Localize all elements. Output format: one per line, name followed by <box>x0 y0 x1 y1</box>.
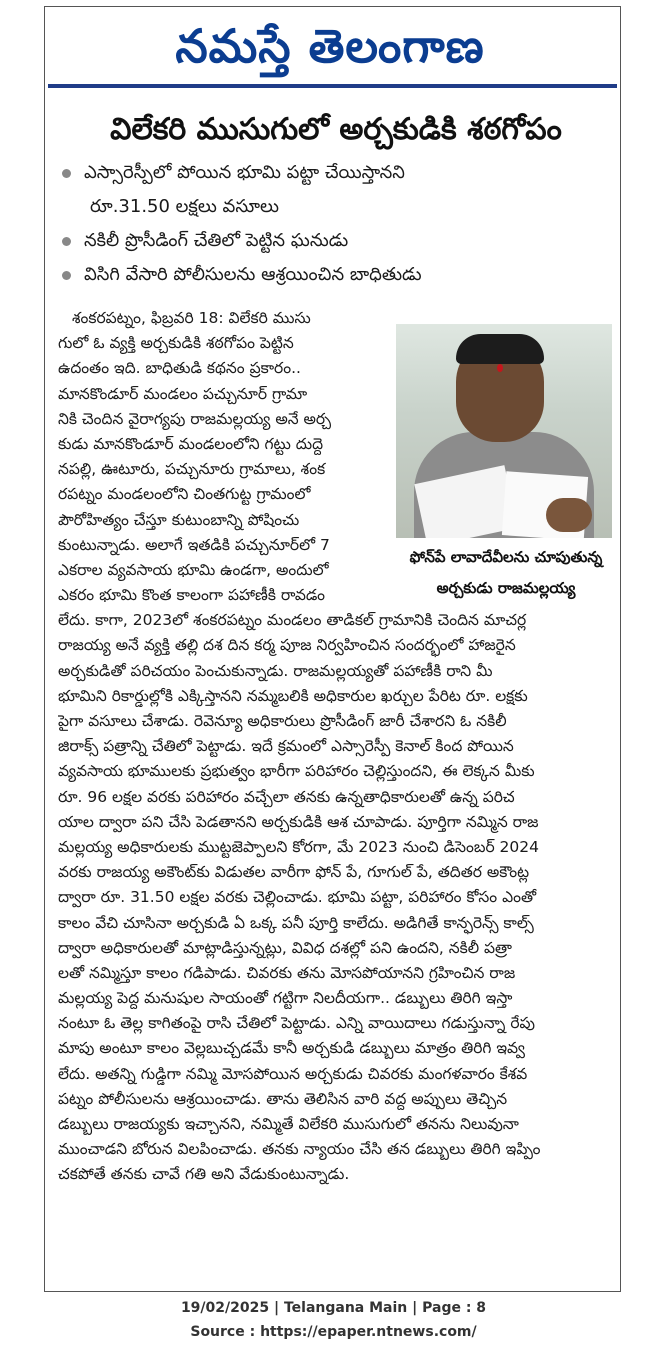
photo-caption-line: అర్చకుడు రాజమల్లయ్య <box>436 579 576 597</box>
article-line: ఎకరాల వ్యవసాయ భూమి ఉండగా, అందులో <box>58 560 329 579</box>
bullet-item <box>60 156 610 190</box>
bullet-dot-icon <box>62 237 71 246</box>
article-line: వరకు రాజయ్య అకౌంట్‌కు విడుతల వారీగా ఫోన్ పే, గూగుల్ పే, తదితర అకౌంట్ల <box>58 863 530 882</box>
bullet-dot-icon <box>62 169 71 178</box>
article-line: డబ్బులు రాజయ్యకు ఇచ్చానని, నమ్మితే విలేకరి ముసుగులో తనను నిలువునా <box>58 1115 519 1133</box>
bullet-text: నకిలీ ప్రొసీడింగ్ చేతిలో పెట్టిన ఘనుడు <box>84 230 349 251</box>
bullet-text: ఎస్సారెస్పీలో పోయిన భూమి పట్టా చేయిస్తానని <box>84 162 405 183</box>
article-line: మల్లయ్య అధికారులకు ముట్టజెప్పాలని కోరగా, మే 2023 నుంచి డిసెంబర్ 2024 <box>58 837 540 856</box>
bullet-dot-icon <box>62 271 71 280</box>
article-line: నపల్లి, ఊటూరు, పచ్చునూరు గ్రామాలు, శంక <box>58 460 326 479</box>
article-line: రూ. 96 లక్షల వరకు పరిహారం వచ్చేలా తనకు ఉన్నతాధికారులతో ఉన్న పరిచ <box>58 787 515 806</box>
bullet-item <box>60 224 610 258</box>
bullet-item-continuation <box>60 190 610 224</box>
article-line: గులో ఓ వ్యక్తి అర్చకుడికి శఠగోపం పెట్టిన <box>58 334 294 353</box>
article-line: మానకొండూర్ మండలం పచ్చునూర్ గ్రామా <box>58 384 308 403</box>
masthead-divider <box>48 84 617 88</box>
footer-dateline: 19/02/2025 | Telangana Main | Page : 8 <box>180 1300 487 1316</box>
article-line: నికి చెందిన వైరాగ్యపు రాజమల్లయ్య అనే అర్చ <box>58 409 332 428</box>
article-line: కుడు మానకొండూర్ మండలంలోని గట్టు దుద్దె <box>58 434 324 453</box>
article-line: లేదు. కాగా, 2023లో శంకరపట్నం మండలం తాడికల్ గ్రామానికి చెందిన మాచర్ల <box>58 611 527 630</box>
article-line: వ్యవసాయ భూములకు ప్రభుత్వం భారీగా పరిహారం చెల్లిస్తుందని, ఈ లెక్కన మీకు <box>58 762 535 781</box>
article-line: చకపోతే తనకు చావే గతి అని వేడుకుంటున్నాడు. <box>58 1165 350 1184</box>
article-line: పట్నం పోలీసులను ఆశ్రయించాడు. తాను తెలిసిన వారి వద్ద అప్పులు తెచ్చిన <box>58 1089 508 1108</box>
bullet-text: రూ.31.50 లక్షలు వసూలు <box>90 196 279 217</box>
article-line: లేదు. అతన్ని గుడ్డిగా నమ్మి మోసపోయిన అర్చకుడు చివరకు మంగళవారం కేశవ <box>58 1064 528 1083</box>
article-line: లతో నమ్మిస్తూ కాలం గడిపాడు. చివరకు తను మోసపోయానని గ్రహించిన రాజ <box>58 963 516 982</box>
article-line: యాల ద్వారా పని చేసి పెడతానని అర్చకుడికి ఆశ చూపాడు. పూర్తిగా నమ్మిన రాజ <box>58 812 539 831</box>
newspaper-masthead: నమస్తే తెలంగాణ <box>175 19 485 73</box>
article-line: ఉదంతం ఇది. బాధితుడి కథనం ప్రకారం.. <box>58 359 301 378</box>
article-line: భూమిని రికార్డుల్లోకి ఎక్కిస్తానని నమ్మబలికి అధికారుల ఖర్చుల పేరిట రూ. లక్షకు <box>58 686 528 705</box>
article-line: శంకరపట్నం, ఫిబ్రవరి 18: విలేకరి ముసు <box>72 309 311 327</box>
bullet-item <box>60 258 610 292</box>
subheadline-bullets <box>60 156 610 292</box>
footer-source: Source : https://epaper.ntnews.com/ <box>190 1324 477 1340</box>
article-line: మాపు అంటూ కాలం వెల్లబుచ్చడమే కానీ అర్చకుడి డబ్బులు మాత్రం తిరిగి ఇవ్వ <box>58 1039 525 1058</box>
article-line: రాజయ్య అనే వ్యక్తి తల్లి దశ దిన కర్మ పూజ నిర్వహించిన సందర్భంలో హాజరైన <box>58 636 516 655</box>
page-footer <box>0 1296 667 1344</box>
article-headline: విలేకరి ముసుగులో అర్చకుడికి శఠగోపం <box>110 112 562 147</box>
article-line: కాలం వేచి చూసినా అర్చకుడి ఏ ఒక్క పనీ పూర్తి కాలేదు. అడిగితే కాన్ఫరెన్స్ కాల్స్ <box>58 913 534 932</box>
article-line: నంటూ ఓ తెల్ల కాగితంపై రాసి చేతిలో పెట్టాడు. ఎన్ని వాయిదాలు గడుస్తున్నా రేపు <box>58 1014 536 1033</box>
article-line: ముంచాడని బోరున విలపించాడు. తనకు న్యాయం చేసి తన డబ్బులు తిరిగి ఇప్పిం <box>58 1140 541 1159</box>
article-body <box>58 306 614 1188</box>
photo-caption-line: ఫోన్‌పే లావాదేవీలను చూపుతున్న <box>409 548 603 566</box>
article-line: కుంటున్నాడు. అలాగే ఇతడికి పచ్చునూర్‌లో 7 <box>58 535 330 554</box>
article-line: ఎకరం భూమి కొంత కాలంగా పహాణీకి రావడం <box>58 586 326 605</box>
article-line: మల్లయ్య పెద్ద మనుషుల సాయంతో గట్టిగా నిలదీయగా.. డబ్బులు తిరిగి ఇస్తా <box>58 989 513 1008</box>
article-line: ద్వారా రూ. 31.50 లక్షల వరకు చెల్లించాడు. భూమి పట్టా, పరిహారం కోసం ఎంతో <box>58 888 537 907</box>
article-line: పైగా వసూలు చేశాడు. రెవెన్యూ అధికారులు ప్రొసీడింగ్ జారీ చేశారని ఓ నకిలీ <box>58 712 507 730</box>
article-line: పౌరోహిత్యం చేస్తూ కుటుంబాన్ని పోషించు <box>58 510 300 529</box>
article-line: ద్వారా అధికారులతో మాట్లాడిస్తున్నట్లు, వివిధ దశల్లో పని ఉందని, నకిలీ పత్రా <box>58 938 512 957</box>
article-line: రపట్నం మండలంలోని చింతగుట్ట గ్రామంలో <box>58 485 311 504</box>
bullet-text: విసిగి వేసారి పోలీసులను ఆశ్రయించిన బాధితుడు <box>84 264 422 285</box>
article-line: జిరాక్స్ పత్రాన్ని చేతిలో పెట్టాడు. ఇదే క్రమంలో ఎస్సారెస్పీ కెనాల్ కింద పోయిన <box>58 737 514 756</box>
article-line: అర్చకుడితో పరిచయం పెంచుకున్నాడు. రాజమల్లయ్యతో పహాణీకి రాని మీ <box>58 661 493 680</box>
